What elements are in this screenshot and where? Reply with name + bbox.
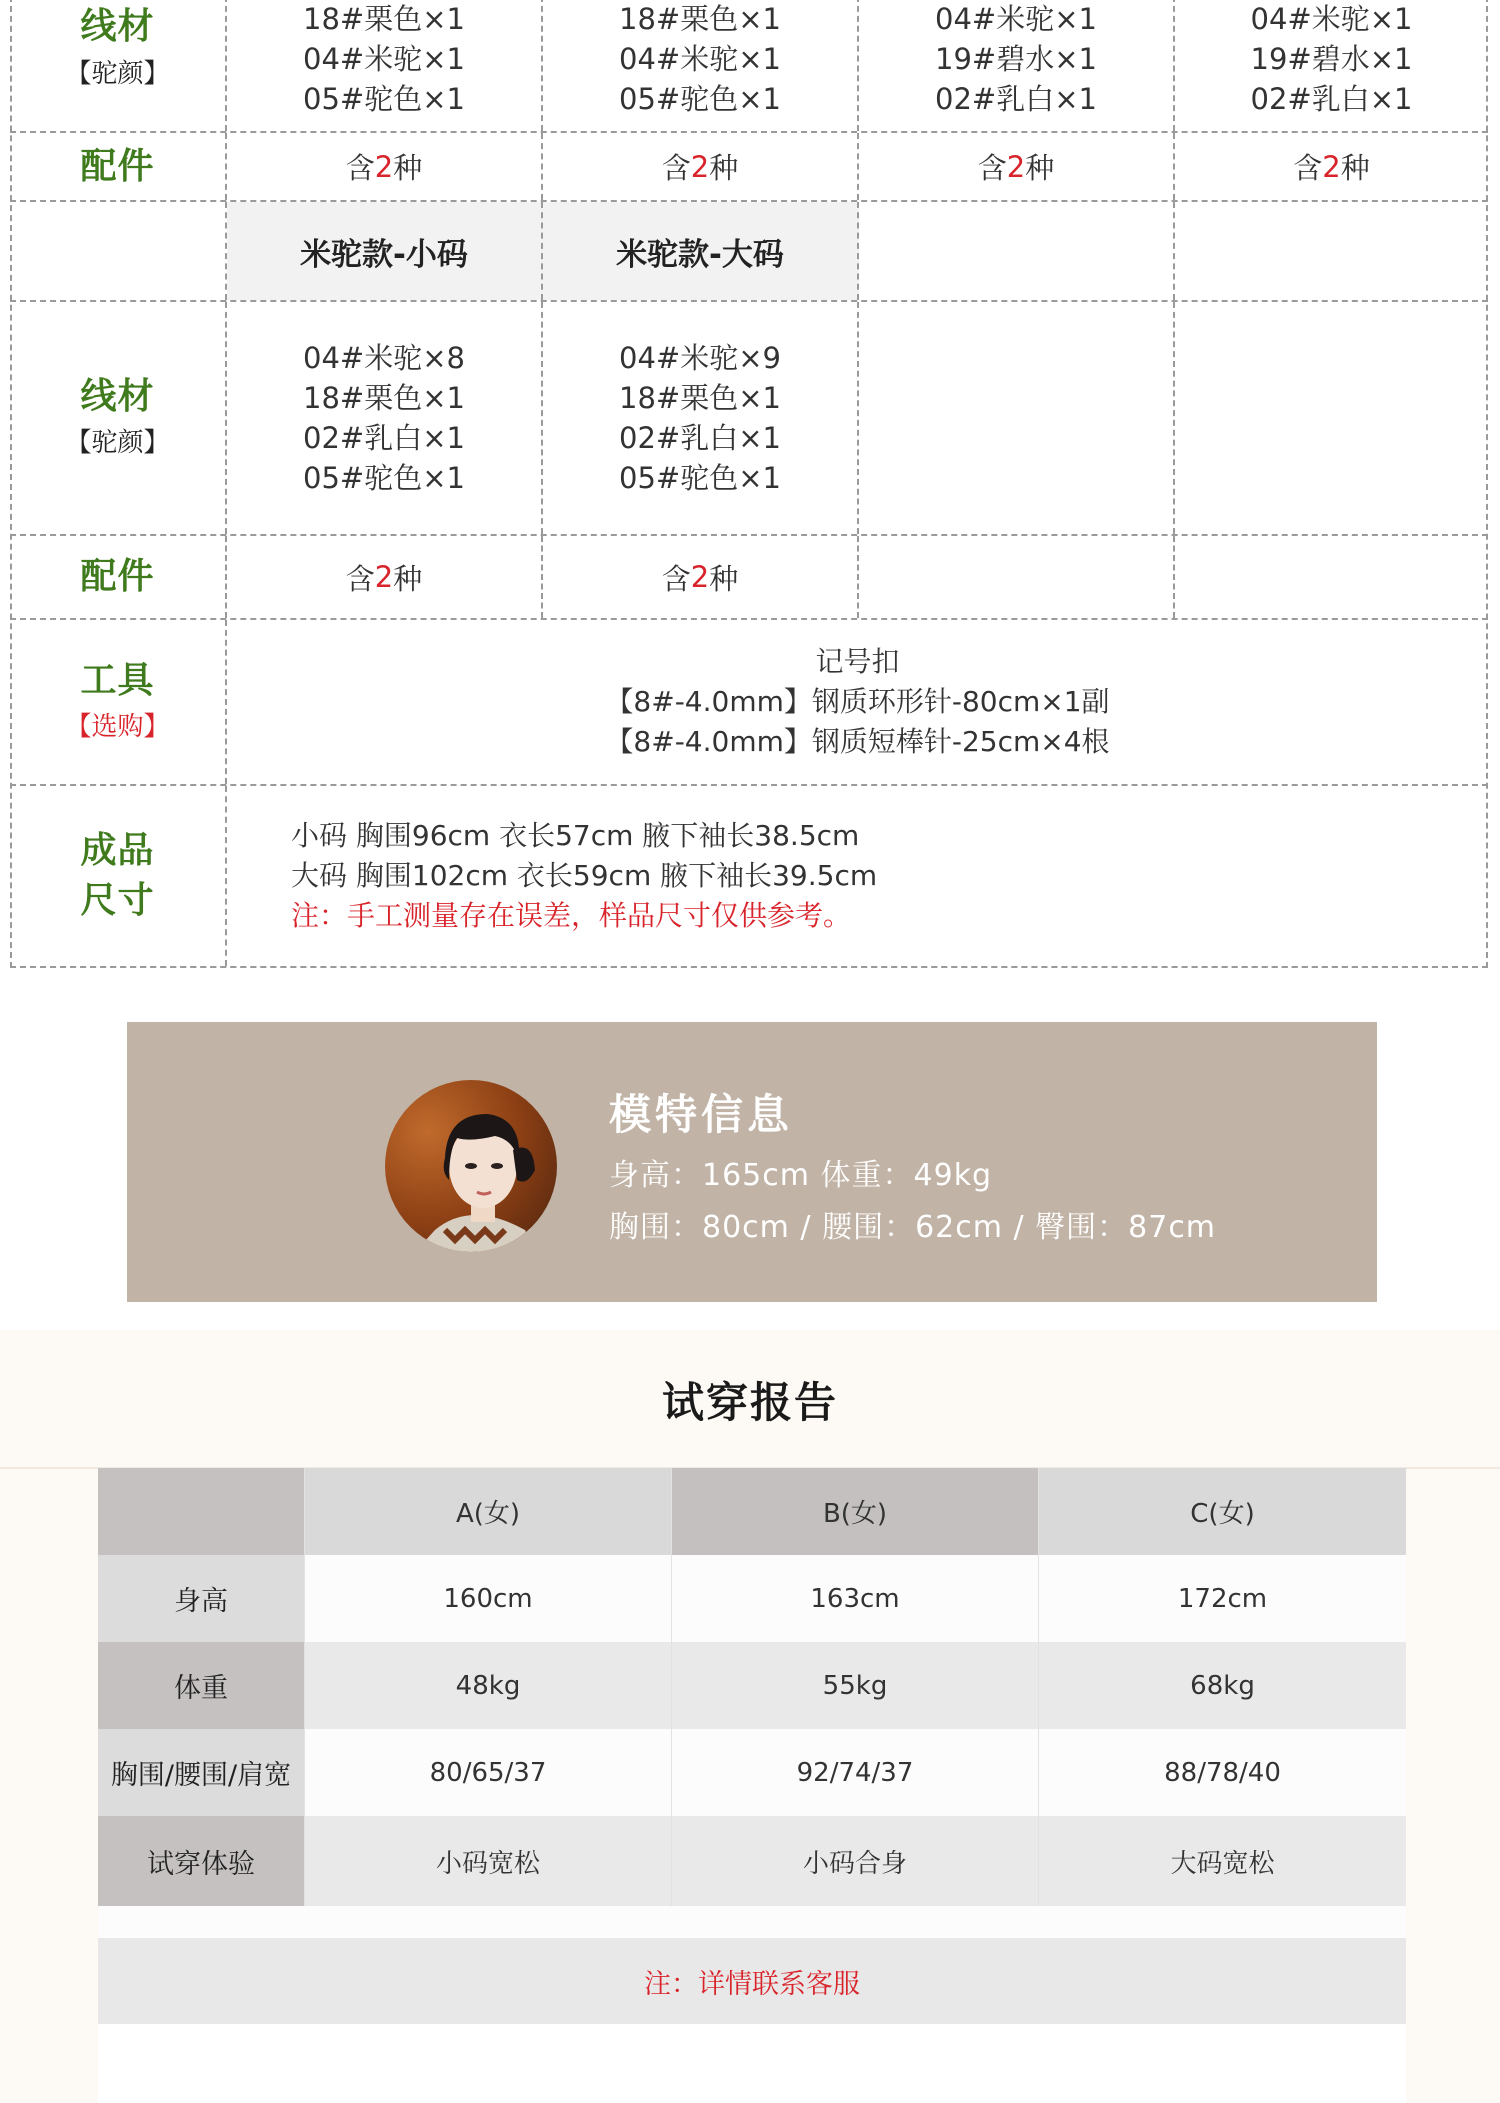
tools-cell	[227, 620, 1488, 784]
yarn-line: 18#栗色×1	[619, 2, 781, 36]
yarn-line: 04#米驼×1	[935, 2, 1097, 36]
size-large: 大码 胸围102cm 衣长59cm 腋下袖长39.5cm	[291, 859, 878, 892]
fit-cell: 48kg	[305, 1642, 672, 1729]
accessories-cell	[227, 133, 543, 200]
tools-sublabel: 【选购】	[65, 712, 170, 743]
yarn-sublabel: 【驼颜】	[65, 58, 170, 89]
yarn-line: 04#米驼×1	[619, 42, 781, 76]
yarn-cell	[859, 0, 1175, 131]
yarn-line: 02#乳白×1	[1250, 82, 1413, 116]
yarn-line: 05#驼色×1	[303, 461, 465, 495]
accessories-label: 配件	[80, 556, 155, 598]
size-small: 小码 胸围96cm 衣长57cm 腋下袖长38.5cm	[291, 819, 860, 852]
yarn-line: 04#米驼×9	[619, 341, 781, 375]
model-info-title: 模特信息	[609, 1090, 794, 1139]
empty-cell	[1175, 202, 1488, 300]
fit-cell: 160cm	[305, 1555, 672, 1642]
yarn-line: 19#碧水×1	[935, 42, 1097, 76]
yarn-line: 05#驼色×1	[619, 82, 781, 116]
tools-label: 工具	[80, 659, 155, 701]
fit-column-header: A(女)	[305, 1468, 672, 1555]
tool-line: 记号扣	[815, 645, 900, 678]
fit-cell: 88/78/40	[1039, 1729, 1406, 1816]
spec-label-cell	[10, 302, 227, 534]
acc-count: 2	[690, 560, 710, 594]
fit-header-row	[98, 1468, 1406, 1555]
fit-row-label: 身高	[98, 1555, 305, 1642]
spec-row-accessories	[10, 133, 1488, 202]
style-header: 米驼款-小码	[227, 202, 543, 300]
fit-row-label: 胸围/腰围/肩宽	[98, 1729, 305, 1816]
fit-report-note: 注：详情联系客服	[98, 1938, 1406, 2024]
accessories-cell	[1175, 133, 1488, 200]
spec-label-cell	[10, 536, 227, 618]
acc-prefix: 含	[1293, 151, 1323, 185]
yarn-sublabel: 【驼颜】	[65, 428, 170, 459]
spec-label-cell	[10, 133, 227, 200]
fit-column-header: C(女)	[1039, 1468, 1406, 1555]
yarn-cell	[543, 0, 859, 131]
empty-cell	[1175, 302, 1488, 534]
spec-table	[0, 0, 1500, 968]
model-avatar	[385, 1080, 557, 1252]
model-measurements: 胸围：80cm / 腰围：62cm / 臀围：87cm	[609, 1210, 1217, 1245]
yarn-line: 18#栗色×1	[303, 2, 465, 36]
fit-report-section	[0, 1330, 1500, 2103]
spec-label-cell	[10, 786, 227, 966]
acc-suffix: 种	[1340, 151, 1370, 185]
fit-row-experience	[98, 1816, 1406, 1906]
yarn-line: 19#碧水×1	[1250, 42, 1413, 76]
yarn-line: 04#米驼×1	[303, 42, 465, 76]
empty-cell	[859, 302, 1175, 534]
acc-suffix: 种	[709, 151, 739, 185]
acc-prefix: 含	[345, 561, 375, 596]
yarn-label: 线材	[80, 6, 155, 48]
fit-cell: 172cm	[1039, 1555, 1406, 1642]
yarn-cell	[227, 0, 543, 131]
model-height-weight: 身高：165cm 体重：49kg	[609, 1158, 993, 1193]
acc-count: 2	[374, 560, 394, 594]
fit-cell: 55kg	[672, 1642, 1039, 1729]
acc-suffix: 种	[1025, 151, 1055, 185]
empty-cell	[859, 536, 1175, 618]
empty-cell	[859, 202, 1175, 300]
fit-column-header: B(女)	[672, 1468, 1039, 1555]
fit-row-label: 试穿体验	[98, 1816, 305, 1906]
sizes-label-line2: 尺寸	[80, 880, 155, 921]
fit-spacer	[98, 1906, 1406, 1938]
sizes-label-line1: 成品	[80, 830, 155, 872]
yarn-line: 04#米驼×1	[1250, 2, 1413, 36]
fit-cell: 68kg	[1039, 1642, 1406, 1729]
fit-row-weight	[98, 1642, 1406, 1729]
accessories-cell	[227, 536, 543, 618]
style-header: 米驼款-大码	[543, 202, 859, 300]
fit-cell: 80/65/37	[305, 1729, 672, 1816]
yarn-label: 线材	[80, 375, 155, 417]
spec-row-accessories-2	[10, 536, 1488, 620]
yarn-cell	[227, 302, 543, 534]
acc-suffix: 种	[393, 151, 423, 185]
spec-label-cell	[10, 202, 227, 300]
acc-prefix: 含	[661, 561, 691, 596]
fit-cell: 小码宽松	[305, 1816, 672, 1906]
acc-prefix: 含	[345, 151, 375, 185]
spec-row-yarn	[10, 302, 1488, 536]
spec-row-styles	[10, 202, 1488, 302]
fit-cell: 小码合身	[672, 1816, 1039, 1906]
fit-row-height	[98, 1555, 1406, 1642]
yarn-line: 02#乳白×1	[303, 421, 465, 455]
accessories-cell	[543, 133, 859, 200]
yarn-line: 02#乳白×1	[935, 82, 1097, 116]
fit-report-footer-area	[98, 2024, 1406, 2103]
fit-row-measurements	[98, 1729, 1406, 1816]
acc-suffix: 种	[709, 561, 739, 596]
yarn-line: 05#驼色×1	[619, 461, 781, 495]
tool-line: 【8#-4.0mm】钢质环形针-80cm×1副	[605, 685, 1110, 718]
spec-label-cell	[10, 620, 227, 784]
accessories-label: 配件	[80, 145, 155, 187]
fit-cell: 大码宽松	[1039, 1816, 1406, 1906]
size-note: 注：手工测量存在误差，样品尺寸仅供参考。	[291, 899, 852, 932]
empty-cell	[1175, 536, 1488, 618]
acc-prefix: 含	[661, 151, 691, 185]
fit-cell: 92/74/37	[672, 1729, 1039, 1816]
fit-row-label: 体重	[98, 1642, 305, 1729]
yarn-cell	[1175, 0, 1488, 131]
spec-row-tools	[10, 620, 1488, 786]
acc-count: 2	[1006, 149, 1026, 184]
yarn-line: 05#驼色×1	[303, 82, 465, 116]
yarn-cell	[543, 302, 859, 534]
model-portrait-image	[385, 1080, 557, 1252]
acc-count: 2	[1322, 149, 1341, 184]
spec-row-sizes	[10, 786, 1488, 968]
spec-row-yarn-top	[10, 0, 1488, 133]
yarn-line: 18#栗色×1	[619, 381, 781, 415]
acc-prefix: 含	[977, 151, 1007, 185]
tool-line: 【8#-4.0mm】钢质短棒针-25cm×4根	[605, 725, 1110, 758]
fit-cell: 163cm	[672, 1555, 1039, 1642]
acc-count: 2	[690, 149, 710, 184]
sizes-cell	[227, 786, 1488, 966]
yarn-line: 04#米驼×8	[303, 341, 465, 375]
model-info-banner	[127, 1022, 1377, 1302]
fit-corner-cell	[98, 1468, 305, 1555]
spec-label-cell	[10, 0, 227, 131]
accessories-cell	[859, 133, 1175, 200]
yarn-line: 18#栗色×1	[303, 381, 465, 415]
fit-report-title: 试穿报告	[661, 1378, 838, 1427]
acc-count: 2	[374, 149, 394, 184]
accessories-cell	[543, 536, 859, 618]
yarn-line: 02#乳白×1	[619, 421, 781, 455]
acc-suffix: 种	[393, 561, 423, 596]
